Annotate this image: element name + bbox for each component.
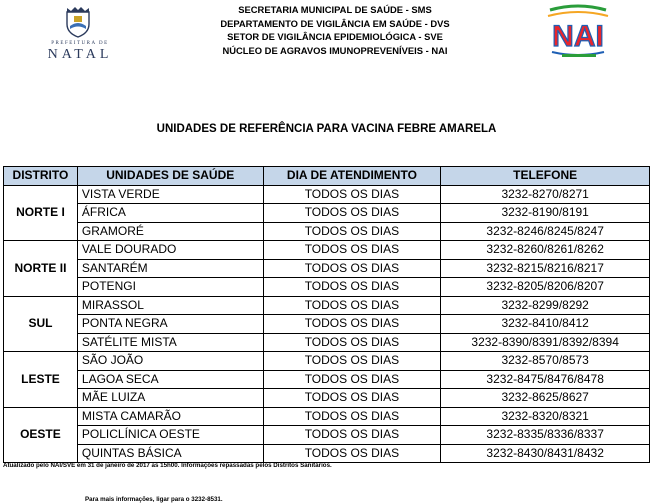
phone-cell: 3232-8570/8573 <box>441 352 650 371</box>
table-row <box>4 426 650 445</box>
table-row <box>4 222 650 241</box>
phone-cell: 3232-8260/8261/8262 <box>441 241 650 260</box>
document-header <box>170 3 500 57</box>
phone-cell: 3232-8390/8391/8392/8394 <box>441 333 650 352</box>
prefeitura-natal-logo <box>44 6 116 62</box>
phone-cell: 3232-8299/8292 <box>441 296 650 315</box>
phone-cell: 3232-8205/8206/8207 <box>441 278 650 297</box>
district-cell: OESTE <box>4 407 78 463</box>
day-cell: TODOS OS DIAS <box>263 444 441 463</box>
city-crest-icon <box>64 6 92 38</box>
table-row <box>4 315 650 334</box>
table-row <box>4 370 650 389</box>
unit-cell: POLICLÍNICA OESTE <box>77 426 263 445</box>
table-row <box>4 241 650 260</box>
day-cell: TODOS OS DIAS <box>263 185 441 204</box>
unit-cell: ÁFRICA <box>77 204 263 223</box>
day-cell: TODOS OS DIAS <box>263 407 441 426</box>
district-cell: LESTE <box>4 352 78 408</box>
day-cell: TODOS OS DIAS <box>263 222 441 241</box>
unit-cell: PONTA NEGRA <box>77 315 263 334</box>
table-row <box>4 389 650 408</box>
svg-text:NAI: NAI <box>552 20 604 53</box>
logo-prefeitura-text: PREFEITURA DE <box>51 41 109 46</box>
phone-cell: 3232-8246/8245/8247 <box>441 222 650 241</box>
day-cell: TODOS OS DIAS <box>263 389 441 408</box>
phone-cell: 3232-8190/8191 <box>441 204 650 223</box>
phone-cell: 3232-8215/8216/8217 <box>441 259 650 278</box>
logo-natal-text: NATAL <box>47 47 113 62</box>
header-line-sms: SECRETARIA MUNICIPAL DE SAÚDE - SMS <box>238 4 432 15</box>
district-cell: NORTE II <box>4 241 78 297</box>
day-cell: TODOS OS DIAS <box>263 333 441 352</box>
unit-cell: SANTARÉM <box>77 259 263 278</box>
day-cell: TODOS OS DIAS <box>263 241 441 260</box>
more-info-text: Para mais informações, ligar para o 3232-8531. <box>85 496 223 503</box>
day-cell: TODOS OS DIAS <box>263 296 441 315</box>
unit-cell: SÃO JOÃO <box>77 352 263 371</box>
column-header-district: DISTRITO <box>4 167 78 186</box>
day-cell: TODOS OS DIAS <box>263 204 441 223</box>
table-row <box>4 278 650 297</box>
unit-cell: VISTA VERDE <box>77 185 263 204</box>
table-row <box>4 296 650 315</box>
unit-cell: QUINTAS BÁSICA <box>77 444 263 463</box>
nai-logo-icon <box>546 4 610 62</box>
column-header-phone: TELEFONE <box>441 167 650 186</box>
column-header-unit: UNIDADES DE SAÚDE <box>77 167 263 186</box>
day-cell: TODOS OS DIAS <box>263 352 441 371</box>
unit-cell: SATÉLITE MISTA <box>77 333 263 352</box>
day-cell: TODOS OS DIAS <box>263 278 441 297</box>
update-footnote: Atualizado pelo NAI/SVE em 31 de janeiro de 2017 as 15h00. Informações repassadas pelos Distritos Sanitários. <box>3 462 332 469</box>
phone-cell: 3232-8410/8412 <box>441 315 650 334</box>
district-cell: NORTE I <box>4 185 78 241</box>
unit-cell: LAGOA SECA <box>77 370 263 389</box>
unit-cell: VALE DOURADO <box>77 241 263 260</box>
table-header-row <box>4 167 650 186</box>
header-line-dvs: DEPARTAMENTO DE VIGILÂNCIA EM SAÚDE - DVS <box>220 17 450 29</box>
unit-cell: MIRASSOL <box>77 296 263 315</box>
table-row <box>4 444 650 463</box>
unit-cell: MISTA CAMARÃO <box>77 407 263 426</box>
table-row <box>4 333 650 352</box>
phone-cell: 3232-8430/8431/8432 <box>441 444 650 463</box>
phone-cell: 3232-8335/8336/8337 <box>441 426 650 445</box>
district-cell: SUL <box>4 296 78 352</box>
phone-cell: 3232-8625/8627 <box>441 389 650 408</box>
phone-cell: 3232-8320/8321 <box>441 407 650 426</box>
day-cell: TODOS OS DIAS <box>263 259 441 278</box>
reference-units-table <box>3 166 650 463</box>
header-line-sve: SETOR DE VIGILÂNCIA EPIDEMIOLÓGICA - SVE <box>227 31 443 43</box>
document-title: UNIDADES DE REFERÊNCIA PARA VACINA FEBRE AMARELA <box>156 123 497 135</box>
unit-cell: GRAMORÉ <box>77 222 263 241</box>
column-header-day: DIA DE ATENDIMENTO <box>263 167 441 186</box>
day-cell: TODOS OS DIAS <box>263 315 441 334</box>
table-row <box>4 352 650 371</box>
phone-cell: 3232-8475/8476/8478 <box>441 370 650 389</box>
table-row <box>4 259 650 278</box>
day-cell: TODOS OS DIAS <box>263 426 441 445</box>
phone-cell: 3232-8270/8271 <box>441 185 650 204</box>
day-cell: TODOS OS DIAS <box>263 370 441 389</box>
table-row <box>4 204 650 223</box>
unit-cell: MÃE LUIZA <box>77 389 263 408</box>
table-row <box>4 185 650 204</box>
unit-cell: POTENGI <box>77 278 263 297</box>
header-line-nai: NÚCLEO DE AGRAVOS IMUNOPREVENÍVEIS - NAI <box>222 44 448 56</box>
table-row <box>4 407 650 426</box>
